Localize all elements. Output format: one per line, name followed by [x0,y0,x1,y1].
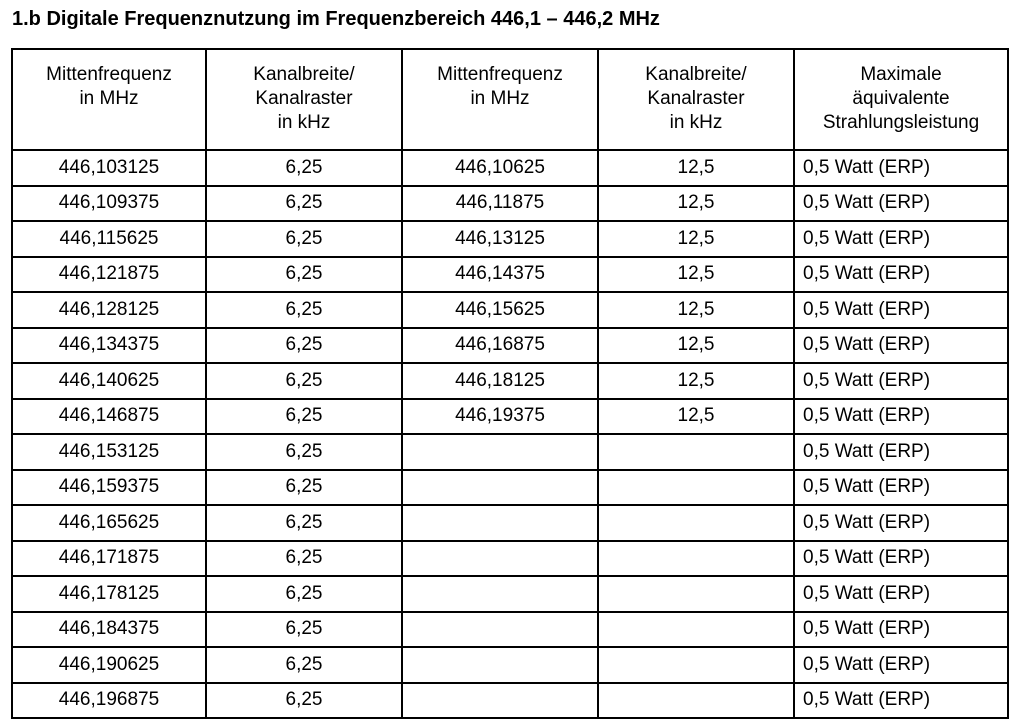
header-text-line: Kanalraster [647,88,745,109]
header-text-line: in MHz [470,88,530,109]
table-row [12,612,1008,648]
cell-center-frequency-2: 446,16875 [402,328,598,364]
cell-channel-width-1: 6,25 [206,221,402,257]
header-text-line: Mittenfrequenz [46,64,172,85]
cell-center-frequency-1: 446,115625 [12,221,206,257]
table-row [12,150,1008,186]
table-row [12,186,1008,222]
header-text-line: Strahlungsleistung [822,112,980,133]
table-row [12,328,1008,364]
cell-channel-width-1: 6,25 [206,399,402,435]
cell-channel-width-1: 6,25 [206,612,402,648]
table-row [12,257,1008,293]
cell-max-erp: 0,5 Watt (ERP) [794,150,1008,186]
header-center-frequency-1 [12,49,206,150]
cell-channel-width-2 [598,612,794,648]
cell-channel-width-1: 6,25 [206,470,402,506]
cell-channel-width-1: 6,25 [206,541,402,577]
cell-channel-width-1: 6,25 [206,434,402,470]
cell-center-frequency-1: 446,146875 [12,399,206,435]
table-row [12,576,1008,612]
document-heading: 1.b Digitale Frequenznutzung im Frequenzbereich 446,1 – 446,2 MHz [12,8,660,30]
cell-center-frequency-1: 446,134375 [12,328,206,364]
cell-channel-width-1: 6,25 [206,292,402,328]
cell-channel-width-1: 6,25 [206,150,402,186]
cell-channel-width-1: 6,25 [206,257,402,293]
cell-center-frequency-2 [402,470,598,506]
cell-channel-width-1: 6,25 [206,647,402,683]
cell-channel-width-2 [598,683,794,719]
cell-center-frequency-1: 446,103125 [12,150,206,186]
cell-max-erp: 0,5 Watt (ERP) [794,576,1008,612]
cell-max-erp: 0,5 Watt (ERP) [794,434,1008,470]
header-text-line: Kanalraster [255,88,353,109]
cell-max-erp: 0,5 Watt (ERP) [794,647,1008,683]
cell-channel-width-2: 12,5 [598,221,794,257]
table-row [12,434,1008,470]
cell-channel-width-1: 6,25 [206,576,402,612]
cell-channel-width-1: 6,25 [206,186,402,222]
cell-max-erp: 0,5 Watt (ERP) [794,470,1008,506]
cell-max-erp: 0,5 Watt (ERP) [794,683,1008,719]
cell-channel-width-1: 6,25 [206,683,402,719]
cell-max-erp: 0,5 Watt (ERP) [794,399,1008,435]
cell-channel-width-2: 12,5 [598,257,794,293]
cell-center-frequency-1: 446,178125 [12,576,206,612]
cell-channel-width-2 [598,434,794,470]
cell-max-erp: 0,5 Watt (ERP) [794,186,1008,222]
cell-center-frequency-1: 446,109375 [12,186,206,222]
cell-center-frequency-2: 446,14375 [402,257,598,293]
cell-channel-width-1: 6,25 [206,363,402,399]
cell-channel-width-2: 12,5 [598,292,794,328]
cell-channel-width-1: 6,25 [206,328,402,364]
cell-max-erp: 0,5 Watt (ERP) [794,541,1008,577]
header-text-line: Maximale [860,64,942,85]
header-text-line: äquivalente [852,88,950,109]
table-row [12,683,1008,719]
cell-center-frequency-1: 446,121875 [12,257,206,293]
table-row [12,541,1008,577]
cell-max-erp: 0,5 Watt (ERP) [794,292,1008,328]
cell-center-frequency-2 [402,505,598,541]
cell-center-frequency-2: 446,11875 [402,186,598,222]
cell-center-frequency-2 [402,434,598,470]
frequency-table [11,48,1009,719]
cell-center-frequency-2: 446,15625 [402,292,598,328]
header-text-line: in MHz [79,88,139,109]
cell-channel-width-2 [598,576,794,612]
cell-center-frequency-2: 446,10625 [402,150,598,186]
header-text-line: Kanalbreite/ [253,64,355,85]
cell-center-frequency-1: 446,159375 [12,470,206,506]
header-row [12,49,1008,150]
header-channel-width-2 [598,49,794,150]
cell-max-erp: 0,5 Watt (ERP) [794,505,1008,541]
table-header [12,49,1008,150]
table-row [12,221,1008,257]
cell-center-frequency-2 [402,612,598,648]
table-row [12,505,1008,541]
cell-channel-width-2: 12,5 [598,399,794,435]
cell-channel-width-2: 12,5 [598,150,794,186]
header-text-line: Mittenfrequenz [437,64,563,85]
cell-center-frequency-1: 446,171875 [12,541,206,577]
cell-channel-width-2 [598,647,794,683]
cell-center-frequency-1: 446,140625 [12,363,206,399]
cell-center-frequency-2: 446,19375 [402,399,598,435]
table-row [12,399,1008,435]
table-row [12,470,1008,506]
cell-center-frequency-1: 446,190625 [12,647,206,683]
cell-center-frequency-1: 446,153125 [12,434,206,470]
header-center-frequency-2 [402,49,598,150]
header-max-erp [794,49,1008,150]
header-text-line: in kHz [669,112,723,133]
table-row [12,292,1008,328]
cell-center-frequency-1: 446,196875 [12,683,206,719]
cell-center-frequency-2: 446,18125 [402,363,598,399]
cell-max-erp: 0,5 Watt (ERP) [794,257,1008,293]
cell-center-frequency-1: 446,184375 [12,612,206,648]
cell-max-erp: 0,5 Watt (ERP) [794,612,1008,648]
cell-max-erp: 0,5 Watt (ERP) [794,328,1008,364]
header-text-line: in kHz [277,112,331,133]
cell-center-frequency-2 [402,576,598,612]
header-text-line: Kanalbreite/ [645,64,747,85]
cell-channel-width-1: 6,25 [206,505,402,541]
cell-channel-width-2: 12,5 [598,328,794,364]
cell-channel-width-2 [598,470,794,506]
cell-center-frequency-2 [402,541,598,577]
cell-center-frequency-2: 446,13125 [402,221,598,257]
table-body [12,150,1008,718]
cell-center-frequency-1: 446,128125 [12,292,206,328]
cell-center-frequency-2 [402,683,598,719]
cell-channel-width-2: 12,5 [598,363,794,399]
cell-channel-width-2 [598,505,794,541]
cell-center-frequency-1: 446,165625 [12,505,206,541]
cell-max-erp: 0,5 Watt (ERP) [794,221,1008,257]
table-row [12,363,1008,399]
cell-channel-width-2: 12,5 [598,186,794,222]
table-row [12,647,1008,683]
cell-center-frequency-2 [402,647,598,683]
cell-max-erp: 0,5 Watt (ERP) [794,363,1008,399]
cell-channel-width-2 [598,541,794,577]
header-channel-width-1 [206,49,402,150]
